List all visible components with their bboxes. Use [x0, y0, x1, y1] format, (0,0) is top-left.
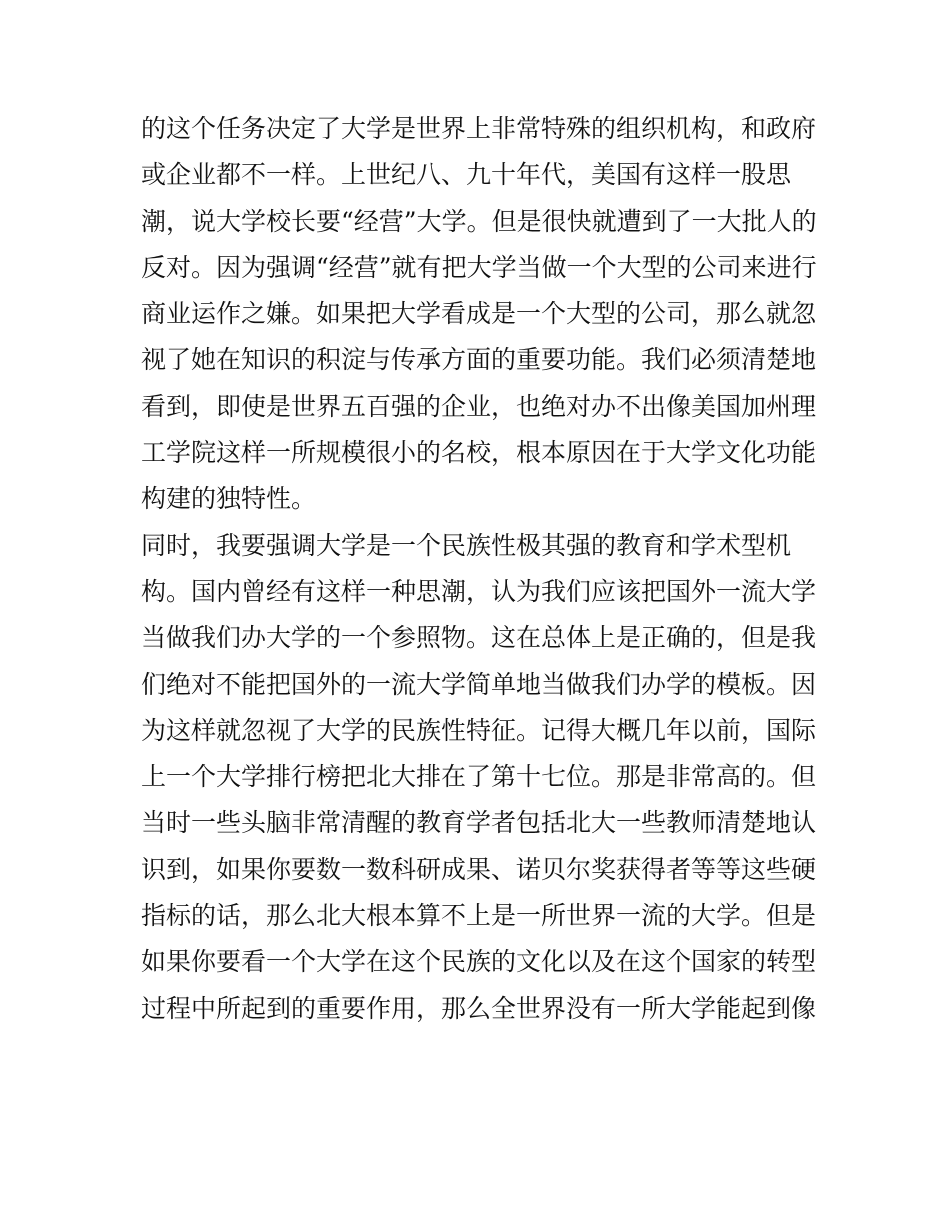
text-line-7: 看到，即使是世界五百强的企业，也绝对办不出像美国加州理 [141, 391, 817, 421]
text-line-5: 商业运作之嫌。如果把大学看成是一个大型的公司，那么就忽 [141, 299, 817, 329]
text-line-19: 如果你要看一个大学在这个民族的文化以及在这个国家的转型 [141, 947, 817, 977]
text-line-15: 上一个大学排行榜把北大排在了第十七位。那是非常高的。但 [141, 762, 817, 792]
text-line-1: 的这个任务决定了大学是世界上非常特殊的组织机构，和政府 [141, 114, 817, 143]
text-line-4: 反对。因为强调“经营”就有把大学当做一个大型的公司来进行 [141, 252, 817, 282]
text-line-20: 过程中所起到的重要作用，那么全世界没有一所大学能起到像 [141, 993, 817, 1023]
text-line-13: 们绝对不能把国外的一流大学简单地当做我们办学的模板。因 [141, 669, 817, 699]
body-text [141, 106, 821, 1032]
text-line-16: 当时一些头脑非常清醒的教育学者包括北大一些教师清楚地认 [141, 808, 817, 838]
text-line-3: 潮，说大学校长要“经营”大学。但是很快就遭到了一大批人的 [141, 206, 817, 236]
text-line-2: 或企业都不一样。上世纪八、九十年代，美国有这样一股思 [141, 160, 792, 190]
text-line-14: 为这样就忽视了大学的民族性特征。记得大概几年以前，国际 [141, 715, 817, 745]
text-line-9: 构建的独特性。 [141, 484, 317, 514]
text-line-12: 当做我们办大学的一个参照物。这在总体上是正确的，但是我 [141, 623, 817, 653]
text-line-11: 构。国内曾经有这样一种思潮，认为我们应该把国外一流大学 [141, 576, 817, 606]
text-line-18: 指标的话，那么北大根本算不上是一所世界一流的大学。但是 [141, 901, 817, 931]
text-line-8: 工学院这样一所规模很小的名校，根本原因在于大学文化功能 [141, 438, 817, 468]
text-line-17: 识到，如果你要数一数科研成果、诺贝尔奖获得者等等这些硬 [141, 854, 817, 884]
text-line-6: 视了她在知识的积淀与传承方面的重要功能。我们必须清楚地 [141, 345, 817, 375]
text-line-10: 同时，我要强调大学是一个民族性极其强的教育和学术型机 [141, 530, 792, 560]
